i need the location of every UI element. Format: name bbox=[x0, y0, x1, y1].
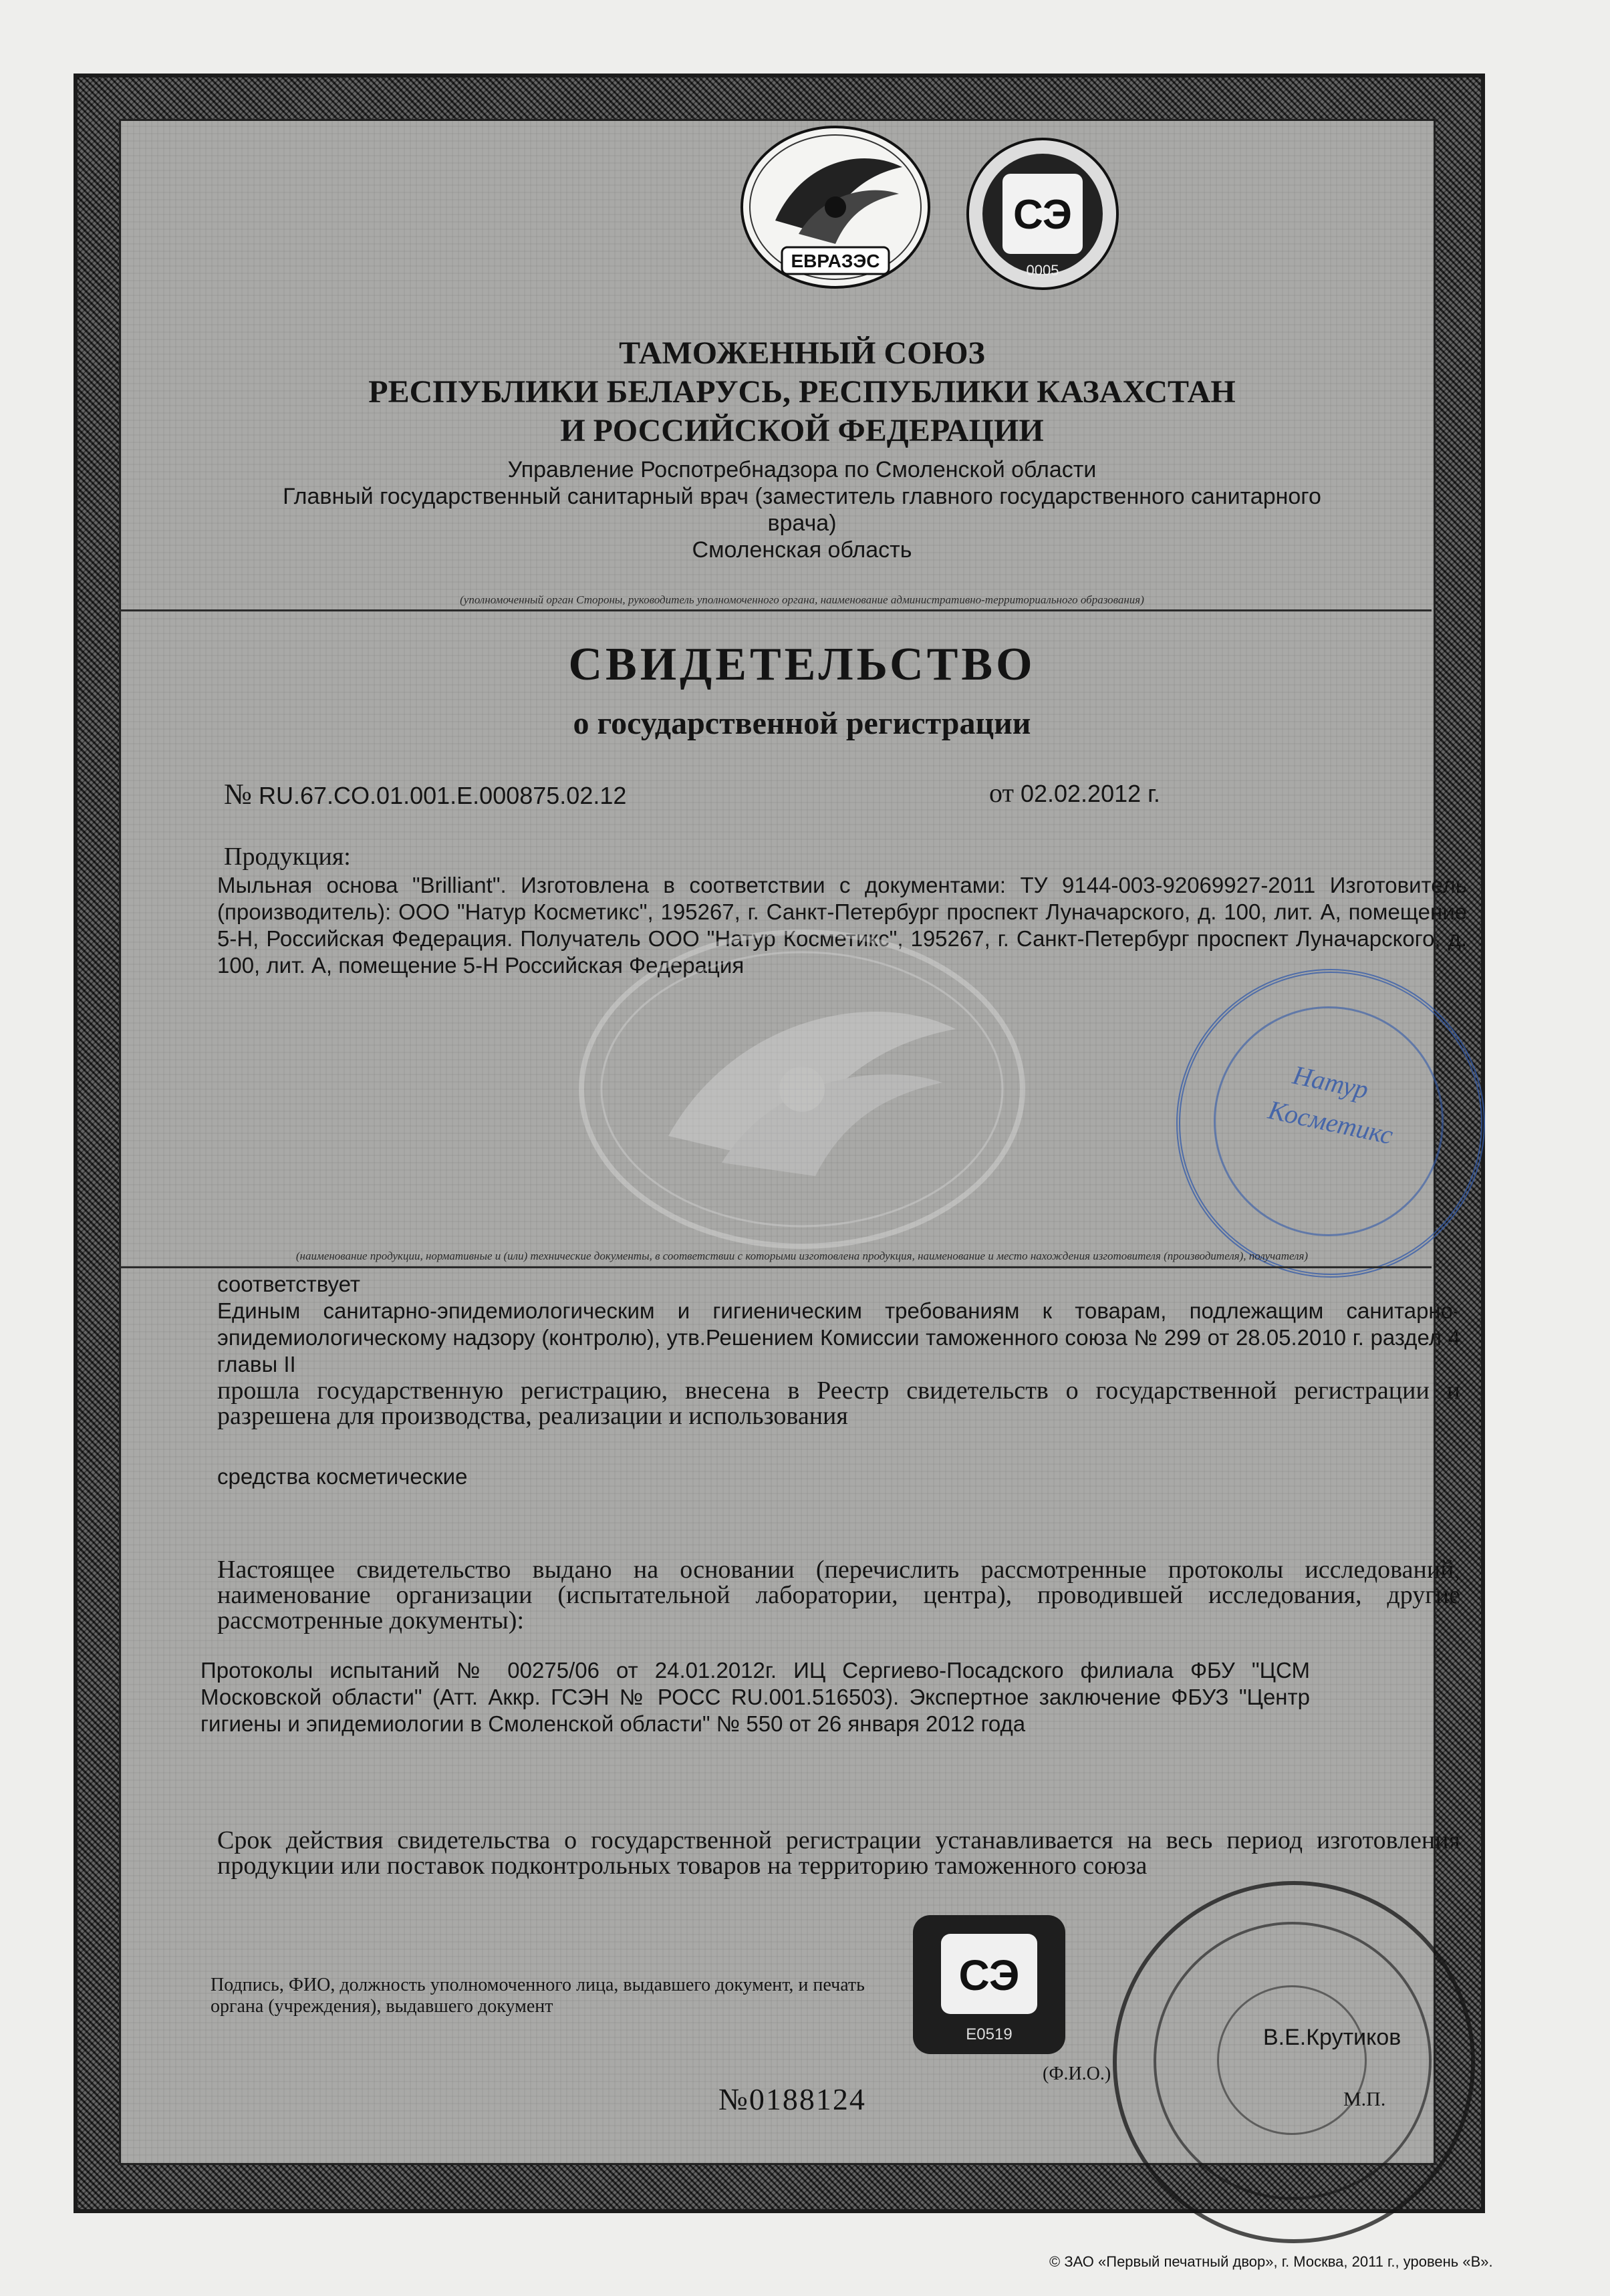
registration-number: RU.67.CO.01.001.E.000875.02.12 bbox=[259, 782, 627, 809]
authority-divider bbox=[119, 609, 1432, 611]
date-label: от bbox=[989, 778, 1014, 808]
printer-credit: © ЗАО «Первый печатный двор», г. Москва, 2011 г., уровень «В». bbox=[1049, 2253, 1493, 2270]
eaec-logo bbox=[735, 120, 936, 294]
registration-date-line bbox=[989, 777, 1160, 809]
basis-protocols: Протоколы испытаний № 00275/06 от 24.01.2012г. ИЦ Сергиево-Посадского филиала ФБУ "ЦСМ Московской области" (Атт. Аккр. ГСЭН № РОСС RU.001.516503). Экспертное заключение ФБУЗ "Центр гигиены и эпидемиологии в Смоленской области" № 550 от 26 января 2012 года bbox=[200, 1658, 1310, 1736]
product-divider bbox=[119, 1266, 1432, 1268]
authority-line-2: Главный государственный санитарный врач (заместитель главного государственного санитарного bbox=[283, 484, 1321, 509]
mp-label: М.П. bbox=[1343, 2088, 1386, 2110]
signature-label: Подпись, ФИО, должность уполномоченного лица, выдавшего документ, и печать органа (учреждения), выдавшего документ bbox=[211, 1975, 865, 2017]
registry-statement: прошла государственную регистрацию, внесена в Реестр свидетельств о государственной регистрации и разрешена для производства, реализации и использования bbox=[217, 1377, 1460, 1430]
validity-statement: Срок действия свидетельства о государственной регистрации устанавливается на весь период изготовления продукции или поставок подконтрольных товаров на территорию таможенного союза bbox=[217, 1826, 1460, 1880]
company-blue-stamp bbox=[1176, 969, 1485, 1278]
company-stamp-name-bottom: Косметикс bbox=[1265, 1094, 1396, 1151]
conformity-label: соответствует bbox=[217, 1272, 361, 1296]
authority-line-4: Смоленская область bbox=[692, 537, 912, 563]
number-sign-label: № bbox=[224, 778, 252, 811]
serial-number: №0188124 bbox=[718, 2082, 866, 2116]
authority-line-1: Управление Роспотребнадзора по Смоленской области bbox=[507, 457, 1097, 482]
certificate-title: СВИДЕТЕЛЬСТВО bbox=[568, 639, 1036, 690]
svg-text:ЕВРАЗЭС: ЕВРАЗЭС bbox=[791, 251, 880, 271]
basis-label: Настоящее свидетельство выдано на основании (перечислить рассмотренные протоколы исследований, наименование организации (испытательной лаборатории, центра), проводившей исследования, другие рассмотренные документы): bbox=[217, 1556, 1460, 1634]
eaec-watermark bbox=[568, 922, 1036, 1256]
authority-line-3: врача) bbox=[767, 511, 837, 536]
signatory-name: В.Е.Крутиков bbox=[1263, 2025, 1401, 2050]
certificate-subtitle: о государственной регистрации bbox=[573, 706, 1031, 741]
registration-line bbox=[224, 777, 626, 811]
product-note: (наименование продукции, нормативные и (или) технические документы, в соответствии с которыми изготовлена продукция, наименование и место нахождения изготовителя (производителя), получателя) bbox=[295, 1250, 1309, 1262]
official-round-seal bbox=[1113, 1881, 1475, 2243]
svg-text:0005: 0005 bbox=[1026, 262, 1059, 279]
svg-text:СЭ: СЭ bbox=[958, 1951, 1020, 1999]
product-label: Продукция: bbox=[224, 843, 351, 871]
header-line-1: ТАМОЖЕННЫЙ СОЮЗ bbox=[619, 335, 985, 371]
seal-emblem bbox=[1217, 1985, 1367, 2135]
registration-date: 02.02.2012 г. bbox=[1020, 780, 1160, 807]
eac-conformity-mark bbox=[962, 134, 1123, 294]
svg-text:СЭ: СЭ bbox=[1013, 192, 1073, 238]
conformity-requirements: Единым санитарно-эпидемиологическим и гигиеническим требованиям к товарам, подлежащим санитарно-эпидемиологическому надзору (контролю), утв.Решением Комиссии таможенного союза № 299 от 28.05.2010 г. раздел 4 главы II bbox=[217, 1298, 1460, 1377]
authority-note: (уполномоченный орган Стороны, руководитель уполномоченного органа, наименование административно-территориального образования) bbox=[460, 593, 1144, 606]
svg-text:E0519: E0519 bbox=[966, 2025, 1013, 2043]
product-description: Мыльная основа "Brilliant". Изготовлена в соответствии с документами: ТУ 9144-003-92069927-2011 Изготовитель (производитель): ООО "Натур Косметикс", 195267, г. Санкт-Петербург проспект Луначарского, д. 100, лит. А, помещение 5-Н, Российская Федерация. Получатель ООО "Натур Косметикс", 195267, г. Санкт-Петербург проспект Луначарского, д. 100, лит. А, помещение 5-Н Российская Федерация bbox=[217, 873, 1467, 978]
eac-mark-bottom bbox=[909, 1911, 1069, 2058]
usage-scope: средства косметические bbox=[217, 1464, 468, 1489]
fio-label: (Ф.И.О.) bbox=[1043, 2063, 1111, 2084]
company-stamp-name-top: Натур bbox=[1290, 1059, 1371, 1105]
header-line-3: И РОССИЙСКОЙ ФЕДЕРАЦИИ bbox=[560, 413, 1044, 448]
header-line-2: РЕСПУБЛИКИ БЕЛАРУСЬ, РЕСПУБЛИКИ КАЗАХСТАН bbox=[368, 374, 1236, 410]
